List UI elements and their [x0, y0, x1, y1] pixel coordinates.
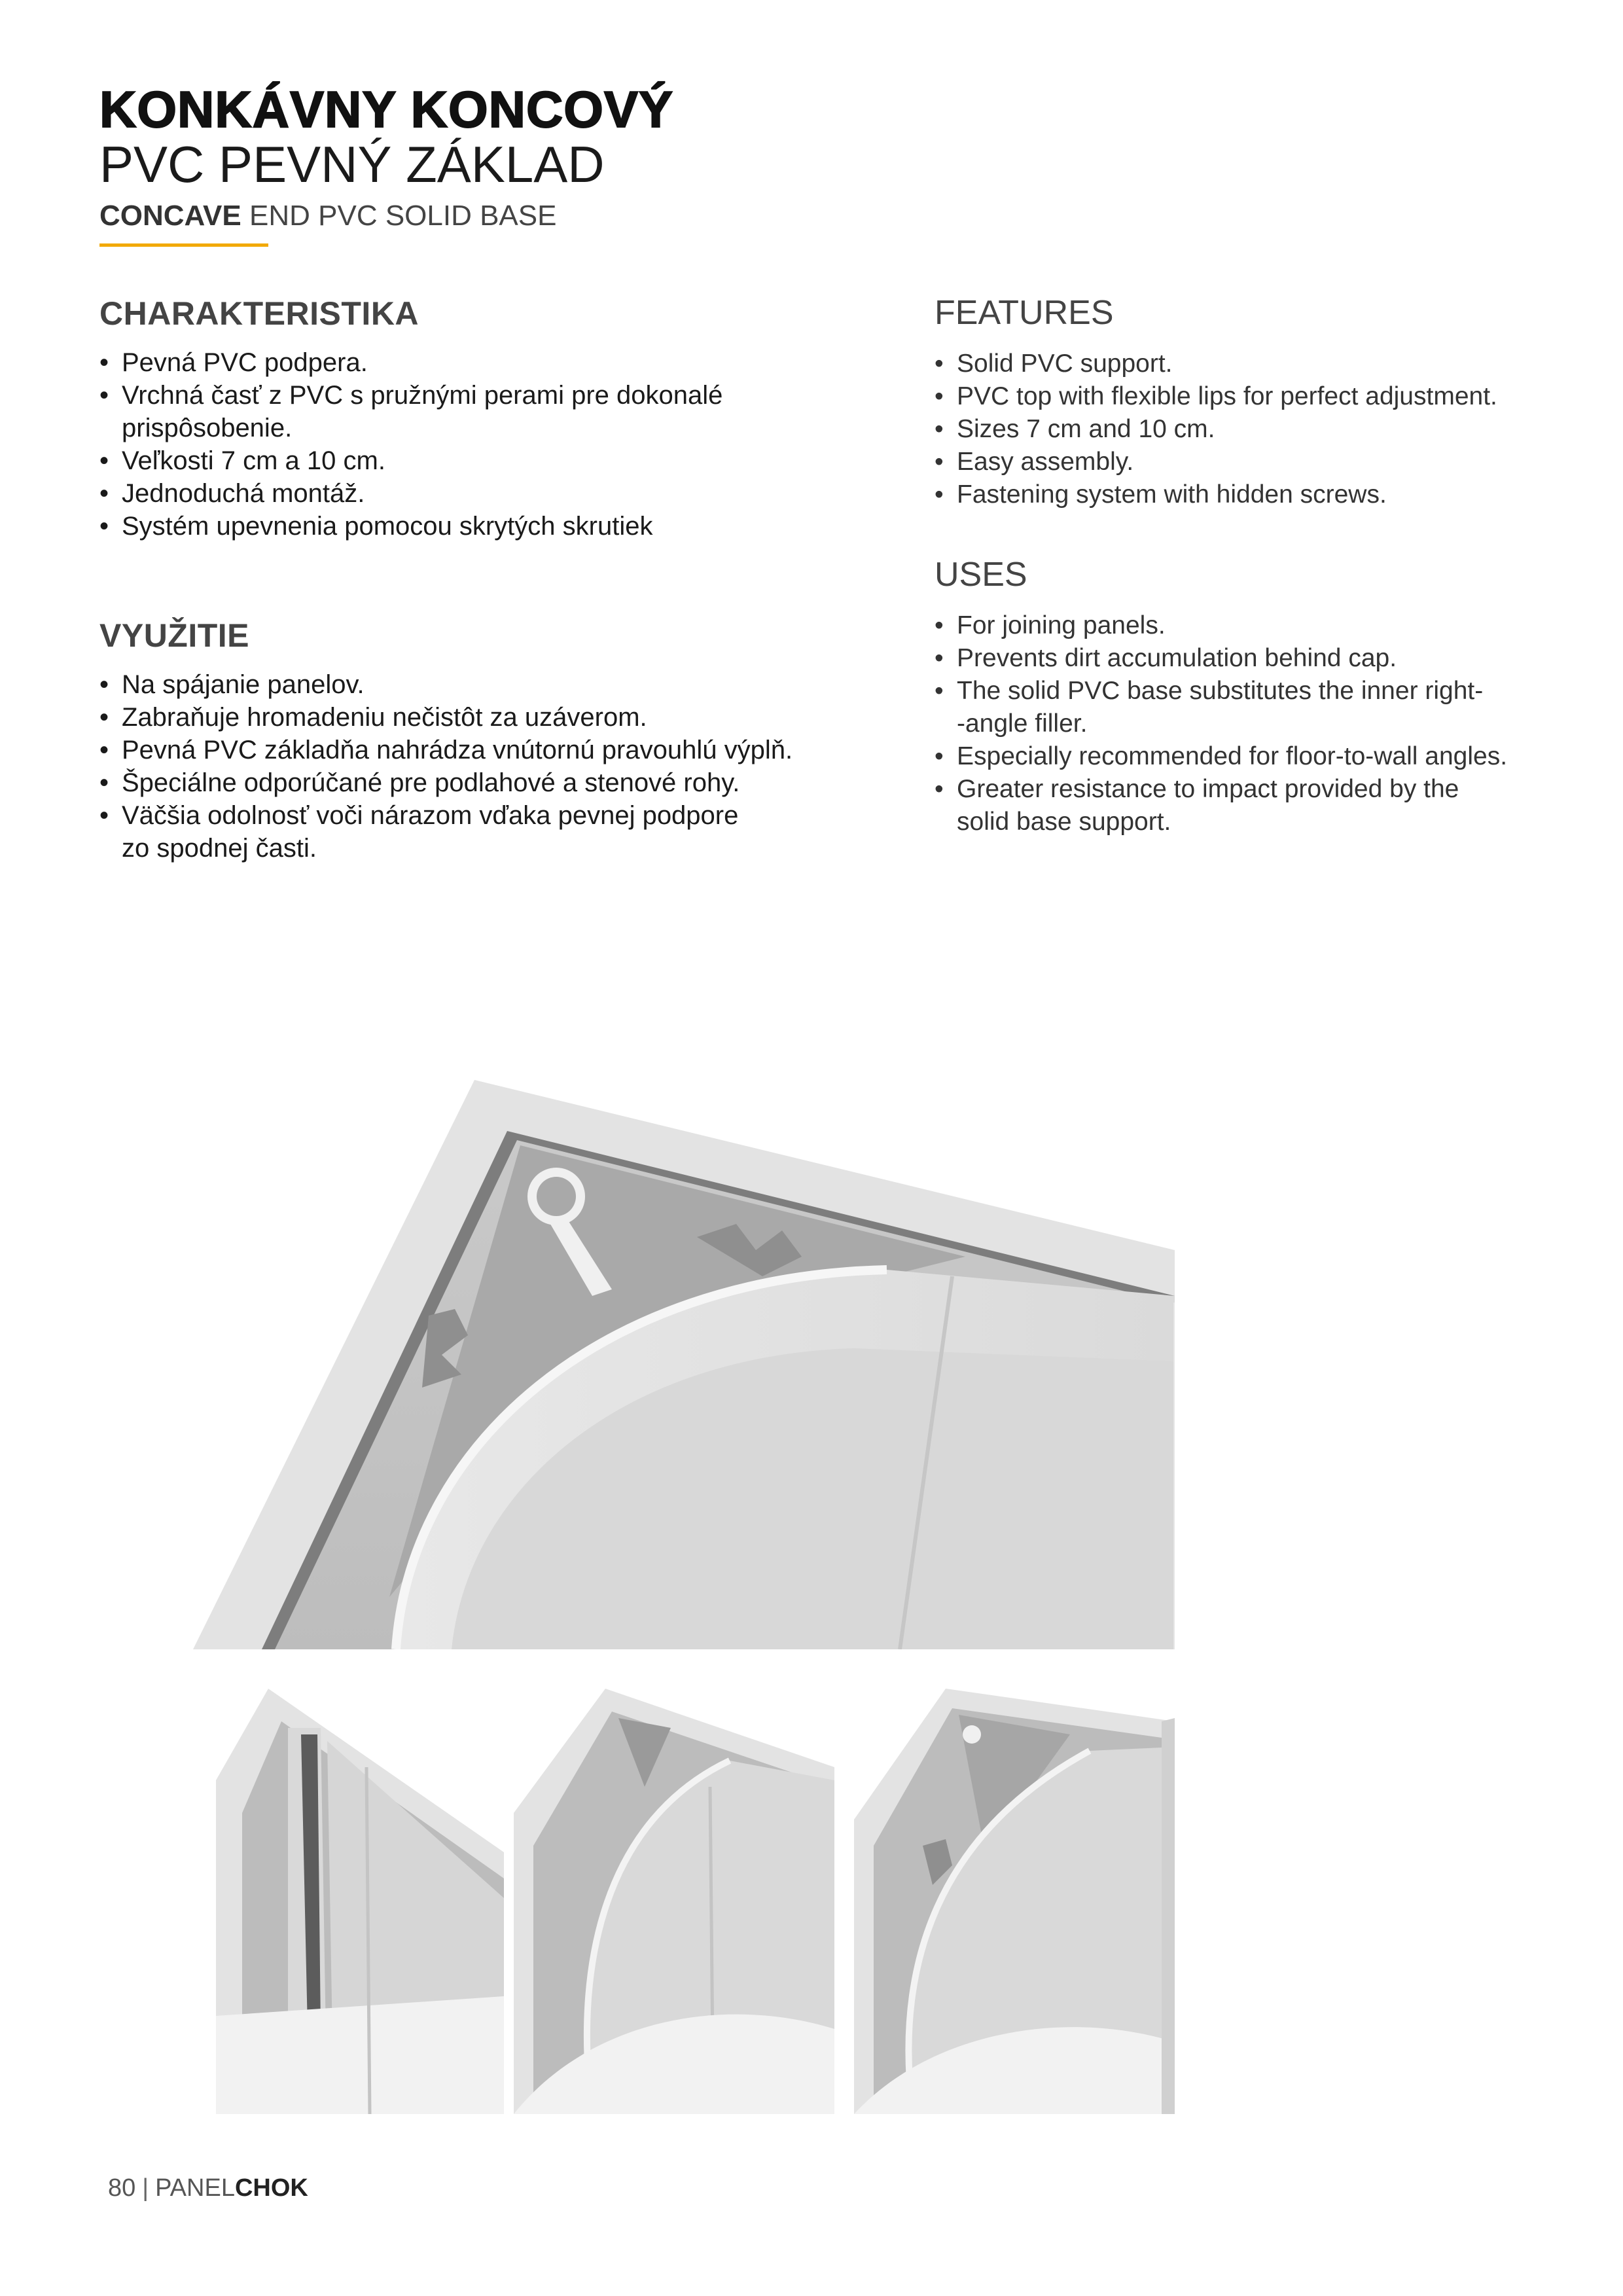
detail-render-1 [216, 1689, 504, 2114]
list-item: • The solid PVC base substitutes the inner right- [935, 675, 1507, 708]
list-item: • Prevents dirt accumulation behind cap. [935, 642, 1507, 675]
accent-underline [99, 243, 268, 247]
brand-light: PANEL [155, 2174, 235, 2202]
brand-bold: CHOK [234, 2174, 308, 2202]
list-features [935, 348, 1497, 511]
list-item: • Systém upevnenia pomocou skrytých skrutiek [99, 510, 722, 543]
detail-render-3 [854, 1689, 1175, 2114]
detail-render-2 [514, 1689, 834, 2114]
list-item-continuation: -angle filler. [957, 709, 1088, 738]
list-item: • Zabraňuje hromadeniu nečistôt za uzáverom. [99, 701, 793, 734]
list-item: • Pevná PVC podpera. [99, 346, 722, 379]
list-item: • Sizes 7 cm and 10 cm. [935, 413, 1497, 446]
title-secondary: PVC PEVNÝ ZÁKLAD [99, 135, 605, 193]
subtitle-bold: CONCAVE [99, 200, 241, 232]
list-vyuzitie [99, 668, 793, 865]
list-item: • Väčšia odolnosť voči nárazom vďaka pevnej podpore [99, 799, 793, 832]
heading-vyuzitie: VYUŽITIE [99, 617, 250, 654]
list-item: • Greater resistance to impact provided by the [935, 773, 1507, 806]
subtitle [99, 202, 556, 230]
page-number: 80 [108, 2174, 136, 2202]
list-item-continuation: zo spodnej časti. [122, 834, 317, 863]
title-primary: KONKÁVNY KONCOVÝ [99, 81, 674, 138]
list-item-continuation: solid base support. [957, 808, 1171, 836]
heading-uses: USES [935, 556, 1027, 594]
list-item: • Vrchná časť z PVC s pružnými perami pre dokonalé [99, 379, 722, 412]
list-item: • Fastening system with hidden screws. [935, 478, 1497, 511]
list-item-continuation: prispôsobenie. [122, 414, 293, 442]
main-product-render [193, 1080, 1175, 1649]
list-item: • For joining panels. [935, 609, 1507, 642]
list-item: • Easy assembly. [935, 446, 1497, 478]
list-item: • Špeciálne odporúčané pre podlahové a stenové rohy. [99, 766, 793, 799]
list-charakteristika [99, 346, 722, 543]
list-uses [935, 609, 1507, 838]
list-item: • Pevná PVC základňa nahrádza vnútornú pravouhlú výplň. [99, 734, 793, 766]
list-item: • Veľkosti 7 cm a 10 cm. [99, 444, 722, 477]
list-item: • Jednoduchá montáž. [99, 477, 722, 510]
list-item: • Solid PVC support. [935, 348, 1497, 380]
list-item: • Especially recommended for floor-to-wall angles. [935, 740, 1507, 773]
subtitle-rest: END PVC SOLID BASE [249, 200, 557, 232]
heading-charakteristika: CHARAKTERISTIKA [99, 295, 419, 332]
page-footer [108, 2176, 308, 2200]
heading-features: FEATURES [935, 294, 1114, 332]
list-item: • PVC top with flexible lips for perfect adjustment. [935, 380, 1497, 413]
footer-separator: | [142, 2174, 149, 2202]
list-item: • Na spájanie panelov. [99, 668, 793, 701]
